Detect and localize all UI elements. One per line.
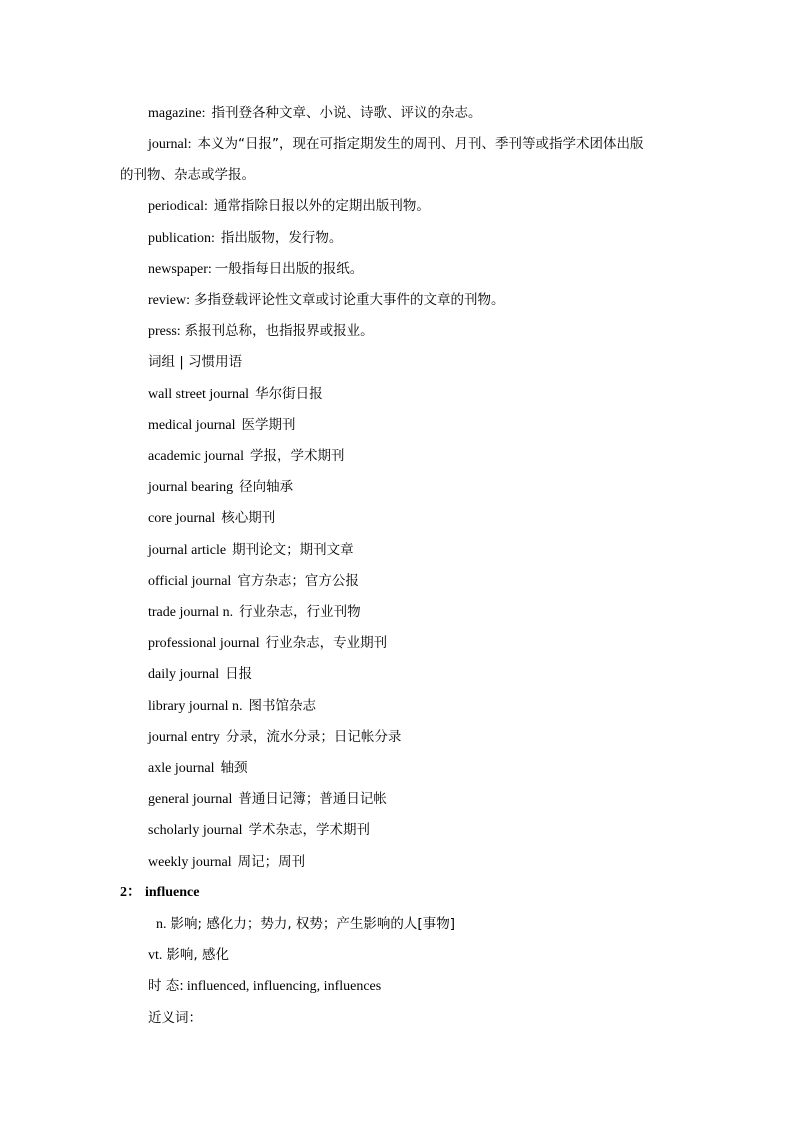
definition-newspaper bbox=[148, 260, 363, 279]
phrase-zh: 核心期刊 bbox=[221, 510, 276, 526]
synonyms-label: 近义词： bbox=[148, 1010, 202, 1026]
phrase-item bbox=[148, 572, 359, 591]
definition-term: publication: bbox=[148, 231, 215, 246]
phrase-item bbox=[148, 603, 361, 622]
sense-text: 影响; 感化力；势力, 权势；产生影响的人[事物] bbox=[170, 916, 455, 932]
definition-periodical bbox=[148, 197, 430, 216]
definition-text: 通常指除日报以外的定期出版刊物。 bbox=[213, 198, 430, 214]
phrase-en: core journal bbox=[148, 511, 216, 526]
phrase-en: journal bearing bbox=[148, 480, 234, 495]
phrase-en: journal article bbox=[148, 543, 227, 558]
phrase-item bbox=[148, 509, 275, 528]
part-of-speech: n. bbox=[156, 917, 167, 932]
phrase-en: daily journal bbox=[148, 667, 220, 682]
phrase-item bbox=[148, 790, 387, 809]
phrase-en: journal entry bbox=[148, 730, 220, 745]
phrase-zh: 官方杂志；官方公报 bbox=[237, 573, 359, 589]
phrase-zh: 图书馆杂志 bbox=[248, 698, 316, 714]
phrase-item bbox=[148, 478, 293, 497]
entry-verb-line bbox=[148, 946, 229, 965]
definition-text: 指刊登各种文章、小说、诗歌、评议的杂志。 bbox=[211, 105, 482, 121]
phrase-item bbox=[148, 853, 305, 872]
part-of-speech: vt. bbox=[148, 948, 163, 963]
entry-heading bbox=[120, 884, 199, 902]
phrase-en: trade journal n. bbox=[148, 605, 234, 620]
definition-term: press: bbox=[148, 324, 181, 339]
phrase-zh: 轴颈 bbox=[220, 760, 248, 776]
phrases-heading: 词组 | 习惯用语 bbox=[148, 354, 243, 370]
definition-term: newspaper: bbox=[148, 262, 212, 277]
entry-number: 2： bbox=[120, 885, 141, 900]
definition-journal-continuation bbox=[120, 166, 255, 185]
definition-text: 多指登载评论性文章或讨论重大事件的文章的刊物。 bbox=[193, 292, 505, 308]
phrase-item bbox=[148, 821, 370, 840]
phrase-en: medical journal bbox=[148, 418, 236, 433]
sense-text: 影响, 感化 bbox=[166, 947, 229, 963]
definition-term: review: bbox=[148, 293, 190, 308]
phrase-item bbox=[148, 416, 295, 435]
entry-tense-line bbox=[148, 977, 381, 996]
tense-label: 时 态: bbox=[148, 978, 184, 994]
phrase-zh: 医学期刊 bbox=[241, 417, 296, 433]
phrase-en: wall street journal bbox=[148, 387, 250, 402]
entry-noun-line bbox=[156, 915, 455, 934]
phrase-zh: 周记；周刊 bbox=[237, 854, 306, 870]
definition-text: 指出版物，发行物。 bbox=[220, 230, 343, 246]
definition-text: 的刊物、杂志或学报。 bbox=[120, 167, 255, 183]
definition-term: periodical: bbox=[148, 199, 208, 214]
tense-forms: influenced, influencing, influences bbox=[186, 979, 382, 994]
definition-magazine bbox=[148, 104, 482, 123]
phrase-en: general journal bbox=[148, 792, 233, 807]
phrase-zh: 学术杂志，学术期刊 bbox=[248, 822, 370, 838]
phrase-zh: 华尔街日报 bbox=[255, 386, 323, 402]
definition-publication bbox=[148, 229, 342, 248]
phrase-zh: 普通日记簿；普通日记帐 bbox=[238, 791, 387, 807]
entry-word: influence bbox=[145, 885, 200, 900]
definition-text: 一般指每日出版的报纸。 bbox=[214, 261, 364, 277]
definition-text: 系报刊总称，也指报界或报业。 bbox=[184, 323, 374, 339]
phrase-en: weekly journal bbox=[148, 855, 232, 870]
phrase-zh: 行业杂志，行业刊物 bbox=[239, 604, 361, 620]
phrase-item bbox=[148, 385, 323, 404]
phrase-zh: 期刊论文；期刊文章 bbox=[232, 542, 354, 558]
phrase-en: axle journal bbox=[148, 761, 215, 776]
phrase-en: library journal n. bbox=[148, 699, 243, 714]
definition-journal bbox=[148, 135, 644, 154]
phrase-zh: 日报 bbox=[225, 666, 253, 682]
phrase-en: professional journal bbox=[148, 636, 260, 651]
phrase-item bbox=[148, 697, 316, 716]
definition-term: magazine: bbox=[148, 106, 206, 121]
phrase-item bbox=[148, 665, 252, 684]
phrase-zh: 分录，流水分录；日记帐分录 bbox=[225, 729, 402, 745]
definition-press bbox=[148, 322, 374, 341]
phrase-en: academic journal bbox=[148, 449, 245, 464]
definition-term: journal: bbox=[148, 137, 192, 152]
definition-review bbox=[148, 291, 504, 310]
phrase-en: scholarly journal bbox=[148, 823, 243, 838]
phrase-item bbox=[148, 759, 247, 778]
phrase-zh: 学报，学术期刊 bbox=[250, 448, 345, 464]
definition-text: 本义为“日报”，现在可指定期发生的周刊、月刊、季刊等或指学术团体出版 bbox=[197, 136, 644, 152]
phrase-zh: 行业杂志，专业期刊 bbox=[265, 635, 388, 651]
phrase-item bbox=[148, 728, 401, 747]
phrase-en: official journal bbox=[148, 574, 232, 589]
phrase-item bbox=[148, 634, 387, 653]
phrase-zh: 径向轴承 bbox=[239, 479, 294, 495]
phrase-item bbox=[148, 447, 345, 466]
phrase-item bbox=[148, 541, 354, 560]
